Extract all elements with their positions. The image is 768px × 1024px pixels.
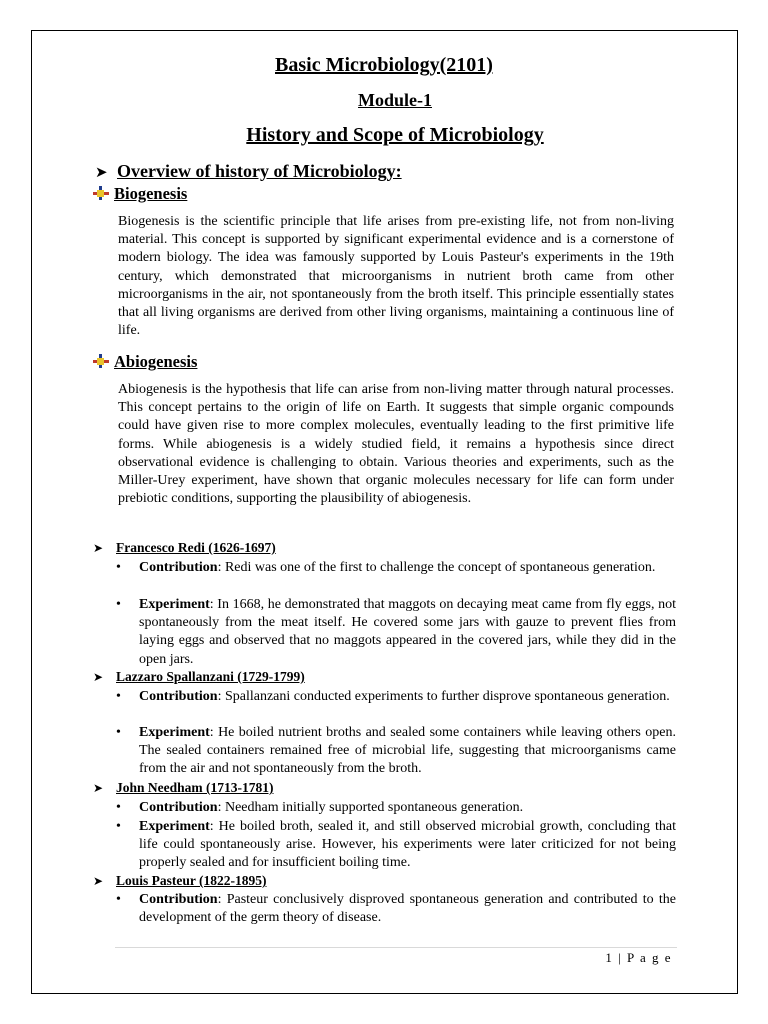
- arrow-bullet-icon: ➤: [93, 781, 104, 795]
- bullet-dot-icon: •: [116, 725, 121, 740]
- footer-divider: [115, 947, 677, 948]
- abiogenesis-paragraph: Abiogenesis is the hypothesis that life can arise from non-living matter through natural processes. This concept pertains to the origin of life on Earth. It suggests that simple organic compounds could have given rise to more complex molecules, eventually leading to the first primitive life forms. While abiogenesis is a widely studied field, it remains a hypothesis since direct observational evidence is challenging to obtain. Various theories and experiments, such as the Miller-Urey experiment, have shown that organic molecules necessary for life can form under prebiotic conditions, supporting the plausibility of abiogenesis.: [118, 382, 674, 507]
- page-label: | P a g e: [618, 950, 672, 965]
- chapter-title: History and Scope of Microbiology: [246, 124, 544, 146]
- scientist-heading-redi: ➤ Francesco Redi (1626-1697): [93, 540, 276, 555]
- list-item: • Contribution: Needham initially supported spontaneous generation.: [116, 799, 676, 817]
- course-title: Basic Microbiology(2101): [275, 54, 493, 76]
- arrow-bullet-icon: ➤: [93, 670, 104, 684]
- page-number: 1: [605, 950, 614, 965]
- cross-bullet-icon: [93, 354, 109, 368]
- module-title: Module-1: [358, 90, 432, 110]
- list-item: • Experiment: He boiled broth, sealed it, and still observed microbial growth, concluding that life could spontaneously arise. However, his experiments were later criticized for not being properly sealed and for insufficient boiling time.: [116, 819, 676, 871]
- arrow-bullet-icon: ➤: [95, 165, 108, 181]
- scientist-heading-pasteur: ➤ Louis Pasteur (1822-1895): [93, 873, 267, 888]
- list-item: • Experiment: He boiled nutrient broths and sealed some containers while leaving others open. The sealed containers remained free of microbial life, suggesting that microorganisms came from the air and not spontaneously from the broth.: [116, 725, 676, 777]
- bullet-dot-icon: •: [116, 819, 121, 834]
- arrow-bullet-icon: ➤: [93, 874, 104, 888]
- bullet-dot-icon: •: [116, 892, 121, 907]
- bullet-dot-icon: •: [116, 800, 121, 815]
- arrow-bullet-icon: ➤: [93, 541, 104, 555]
- biogenesis-paragraph: Biogenesis is the scientific principle that life arises from pre-existing life, not from non-living material. This concept is supported by significant experimental evidence and is a cornerstone of modern biology. The idea was famously supported by Louis Pasteur's experiments in the 19th century, which demonstrated that microorganisms in nutrient broth came from other microorganisms in the air, not spontaneously from the broth itself. This principle essentially states that all living organisms are derived from other living organisms, maintaining a continuous line of life.: [118, 214, 674, 339]
- bullet-dot-icon: •: [116, 560, 121, 575]
- cross-bullet-icon: [93, 186, 109, 200]
- list-item: • Experiment: In 1668, he demonstrated that maggots on decaying meat came from fly eggs, not spontaneously from the meat itself. He covered some jars with gauze to prevent flies from laying eggs and observed that no maggots appeared in the covered jars, while they did in the open jars.: [116, 597, 676, 667]
- biogenesis-heading: Biogenesis: [93, 184, 187, 204]
- list-item: • Contribution: Pasteur conclusively disproved spontaneous generation and contributed to the development of the germ theory of disease.: [116, 892, 676, 926]
- scientist-heading-needham: ➤ John Needham (1713-1781): [93, 780, 274, 795]
- list-item: • Contribution: Spallanzani conducted experiments to further disprove spontaneous generation.: [116, 688, 676, 706]
- bullet-dot-icon: •: [116, 689, 121, 704]
- overview-heading: ➤ Overview of history of Microbiology:: [95, 161, 402, 181]
- list-item: • Contribution: Redi was one of the first to challenge the concept of spontaneous generation.: [116, 559, 676, 577]
- bullet-dot-icon: •: [116, 597, 121, 612]
- page-footer: [605, 950, 672, 966]
- scientist-heading-spallanzani: ➤ Lazzaro Spallanzani (1729-1799): [93, 669, 305, 684]
- abiogenesis-heading: Abiogenesis: [93, 352, 197, 372]
